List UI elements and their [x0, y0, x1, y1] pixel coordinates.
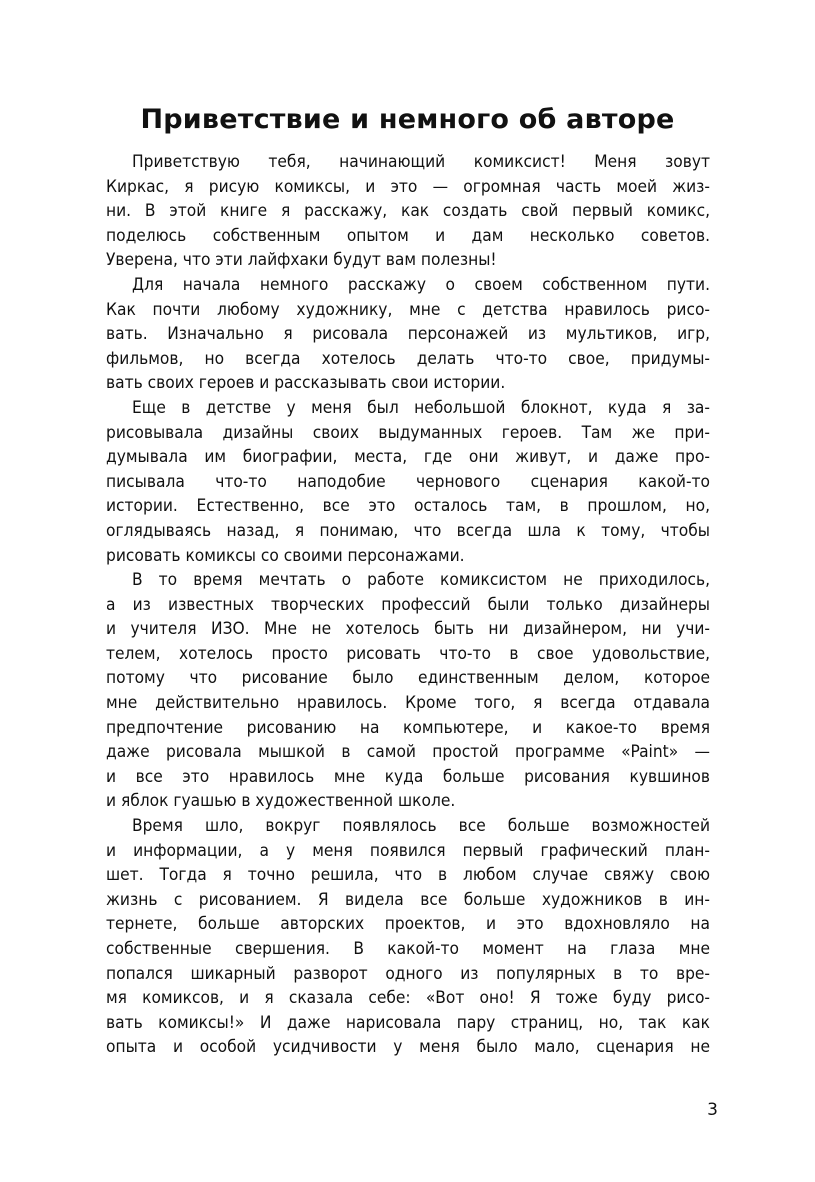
text-line: потому что рисование было единственным делом, которое — [106, 668, 710, 689]
text-line: истории. Естественно, все это осталось там, в прошлом, но, — [106, 496, 710, 517]
text-line: Для начала немного расскажу о своем собственном пути. — [132, 274, 710, 295]
text-line: вать своих героев и рассказывать свои истории. — [106, 373, 506, 394]
text-line: поделюсь собственным опытом и дам несколько советов. — [106, 225, 710, 246]
paragraph — [106, 568, 710, 814]
text-line: Время шло, вокруг появлялось все больше возможностей — [132, 816, 710, 837]
text-line: фильмов, но всегда хотелось делать что-то свое, придумы- — [106, 348, 710, 369]
text-line: ни. В этой книге я расскажу, как создать свой первый комикс, — [106, 201, 710, 222]
text-line: оглядываясь назад, я понимаю, что всегда шла к тому, чтобы — [106, 520, 710, 541]
text-line: Киркас, я рисую комиксы, и это — огромная часть моей жиз- — [106, 176, 710, 197]
text-line: рисовать комиксы со своими персонажами. — [106, 545, 465, 566]
text-line: попался шикарный разворот одного из популярных в то вре- — [106, 963, 710, 984]
body-text — [106, 150, 710, 1060]
text-line: мя комиксов, и я сказала себе: «Вот оно! Я тоже буду рисо- — [106, 988, 710, 1009]
page-number: 3 — [707, 1100, 718, 1120]
text-line: и яблок гуашью в художественной школе. — [106, 791, 456, 812]
text-line: шет. Тогда я точно решила, что в любом случае свяжу свою — [106, 865, 710, 886]
page-title: Приветствие и немного об авторе — [140, 104, 675, 135]
text-line: Приветствую тебя, начинающий комиксист! Меня зовут — [132, 152, 710, 172]
paragraph — [106, 396, 710, 568]
paragraph — [106, 150, 710, 273]
text-line: предпочтение рисованию на компьютере, и какое-то время — [106, 717, 710, 738]
text-line: и учителя ИЗО. Мне не хотелось быть ни дизайнером, ни учи- — [106, 619, 710, 640]
text-line: телем, хотелось просто рисовать что-то в свое удовольствие, — [106, 643, 710, 664]
text-line: собственные свершения. В какой-то момент на глаза мне — [106, 939, 710, 959]
text-line: опыта и особой усидчивости у меня было мало, сценария не — [106, 1037, 710, 1058]
text-line: вать. Изначально я рисовала персонажей из мультиков, игр, — [106, 324, 710, 345]
text-line: даже рисовала мышкой в самой простой программе «Paint» — — [106, 742, 710, 763]
text-line: и все это нравилось мне куда больше рисования кувшинов — [106, 766, 710, 787]
text-line: тернете, больше авторских проектов, и это вдохновляло на — [106, 914, 710, 935]
text-line: Уверена, что эти лайфхаки будут вам полезны! — [106, 250, 497, 271]
text-line: жизнь с рисованием. Я видела все больше художников в ин- — [106, 889, 710, 910]
text-line: мне действительно нравилось. Кроме того, я всегда отдавала — [106, 693, 710, 714]
text-line: писывала что-то наподобие чернового сценария какой-то — [106, 471, 710, 492]
text-line: Еще в детстве у меня был небольшой блокнот, куда я за- — [132, 397, 710, 418]
paragraph — [106, 273, 710, 396]
text-line: Как почти любому художнику, мне с детства нравилось рисо- — [106, 299, 710, 320]
text-line: и информации, а у меня появился первый графический план- — [106, 840, 710, 861]
paragraph — [106, 814, 710, 1060]
text-line: вать комиксы!» И даже нарисовала пару страниц, но, так как — [106, 1012, 710, 1033]
text-line: В то время мечтать о работе комиксистом не приходилось, — [132, 570, 710, 591]
text-line: рисовывала дизайны своих выдуманных героев. Там же при- — [106, 422, 710, 443]
text-line: думывала им биографии, места, где они живут, и даже про- — [106, 447, 710, 468]
text-line: а из известных творческих профессий были только дизайнеры — [106, 594, 710, 615]
